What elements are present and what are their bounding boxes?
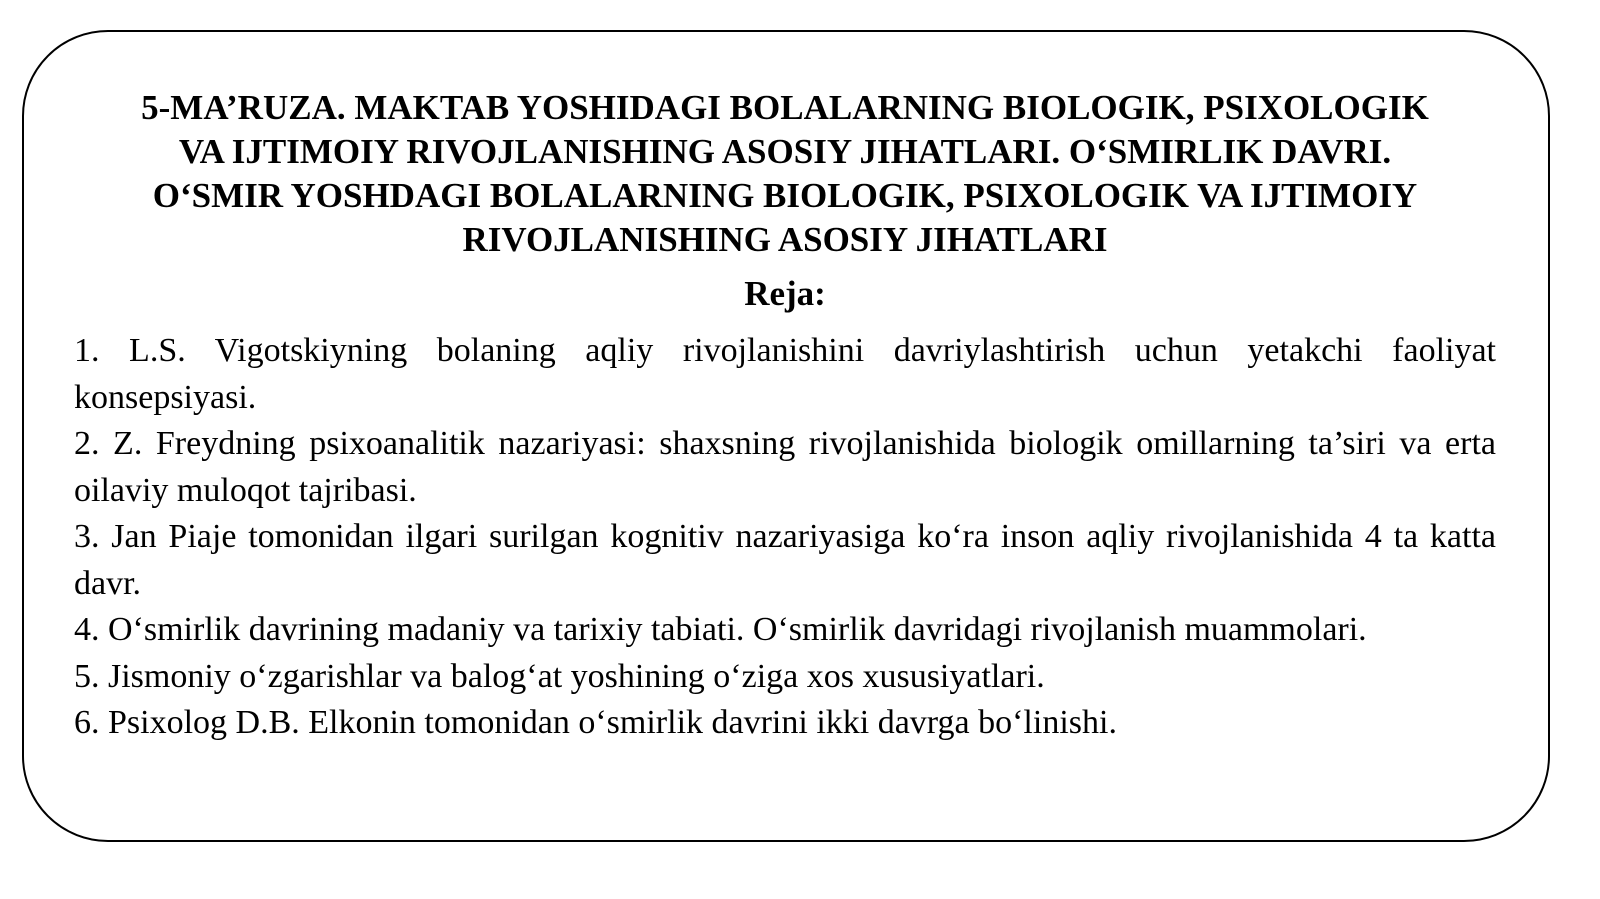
plan-item: 1. L.S. Vigotskiyning bolaning aqliy rivojlanishini davriylashtirish uchun yetakchi faoliyat konsepsiyasi. <box>74 332 1496 416</box>
plan-item: 5. Jismoniy o‘zgarishlar va balog‘at yoshining o‘ziga xos xususiyatlari. <box>74 657 1045 695</box>
plan-item: 2. Z. Freydning psixoanalitik nazariyasi: shaxsning rivojlanishida biologik omillarning ta’siri va erta oilaviy muloqot tajribasi. <box>74 425 1496 509</box>
lecture-title <box>60 86 1510 262</box>
title-line: VA IJTIMOIY RIVOJLANISHING ASOSIY JIHATLARI. O‘SMIRLIK DAVRI. <box>178 132 1392 171</box>
plan-item: 3. Jan Piaje tomonidan ilgari surilgan kognitiv nazariyasiga ko‘ra inson aqliy rivojlanishida 4 ta katta davr. <box>74 518 1496 602</box>
plan-item: 4. O‘smirlik davrining madaniy va tarixiy tabiati. O‘smirlik davridagi rivojlanish muammolari. <box>74 611 1367 648</box>
title-line: RIVOJLANISHING ASOSIY JIHATLARI <box>462 220 1108 259</box>
plan-heading: Reja: <box>744 274 826 313</box>
plan-list <box>74 328 1496 747</box>
title-line: 5-MA’RUZA. MAKTAB YOSHIDAGI BOLALARNING BIOLOGIK, PSIXOLOGIK <box>141 88 1429 127</box>
plan-item: 6. Psixolog D.B. Elkonin tomonidan o‘smirlik davrini ikki davrga bo‘linishi. <box>74 704 1117 741</box>
title-line: O‘SMIR YOSHDAGI BOLALARNING BIOLOGIK, PSIXOLOGIK VA IJTIMOIY <box>152 176 1418 215</box>
